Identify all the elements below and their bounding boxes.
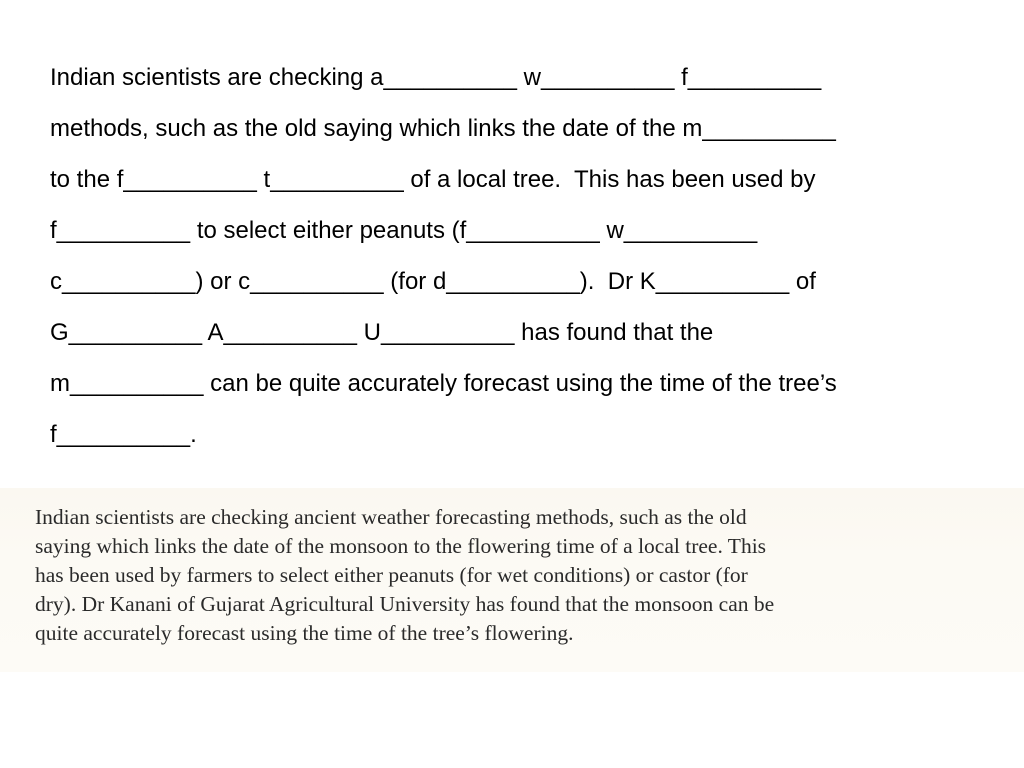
excerpt-line: dry). Dr Kanani of Gujarat Agricultural University has found that the monsoon can be bbox=[35, 592, 775, 616]
cloze-line: f__________ to select either peanuts (f__________ w__________ bbox=[50, 217, 758, 244]
excerpt-line: saying which links the date of the monsoon to the flowering time of a local tree. This bbox=[35, 534, 767, 558]
excerpt-line: Indian scientists are checking ancient weather forecasting methods, such as the old bbox=[35, 505, 747, 529]
scanned-excerpt bbox=[35, 503, 995, 648]
cloze-line: m__________ can be quite accurately forecast using the time of the tree’s bbox=[50, 370, 837, 397]
bleed-through-artifact bbox=[38, 641, 638, 657]
cloze-paragraph bbox=[50, 52, 1000, 460]
cloze-line: to the f__________ t__________ of a local tree. This has been used by bbox=[50, 166, 816, 193]
excerpt-line: quite accurately forecast using the time of the tree’s flowering. bbox=[35, 621, 574, 645]
excerpt-line: has been used by farmers to select either peanuts (for wet conditions) or castor (for bbox=[35, 563, 748, 587]
cloze-line: methods, such as the old saying which links the date of the m__________ bbox=[50, 115, 836, 142]
cloze-line: Indian scientists are checking a__________ w__________ f__________ bbox=[50, 64, 822, 91]
cloze-line: G__________ A__________ U__________ has found that the bbox=[50, 319, 714, 346]
cloze-line: c__________) or c__________ (for d__________). Dr K__________ of bbox=[50, 268, 816, 295]
cloze-line: f__________. bbox=[50, 421, 197, 448]
